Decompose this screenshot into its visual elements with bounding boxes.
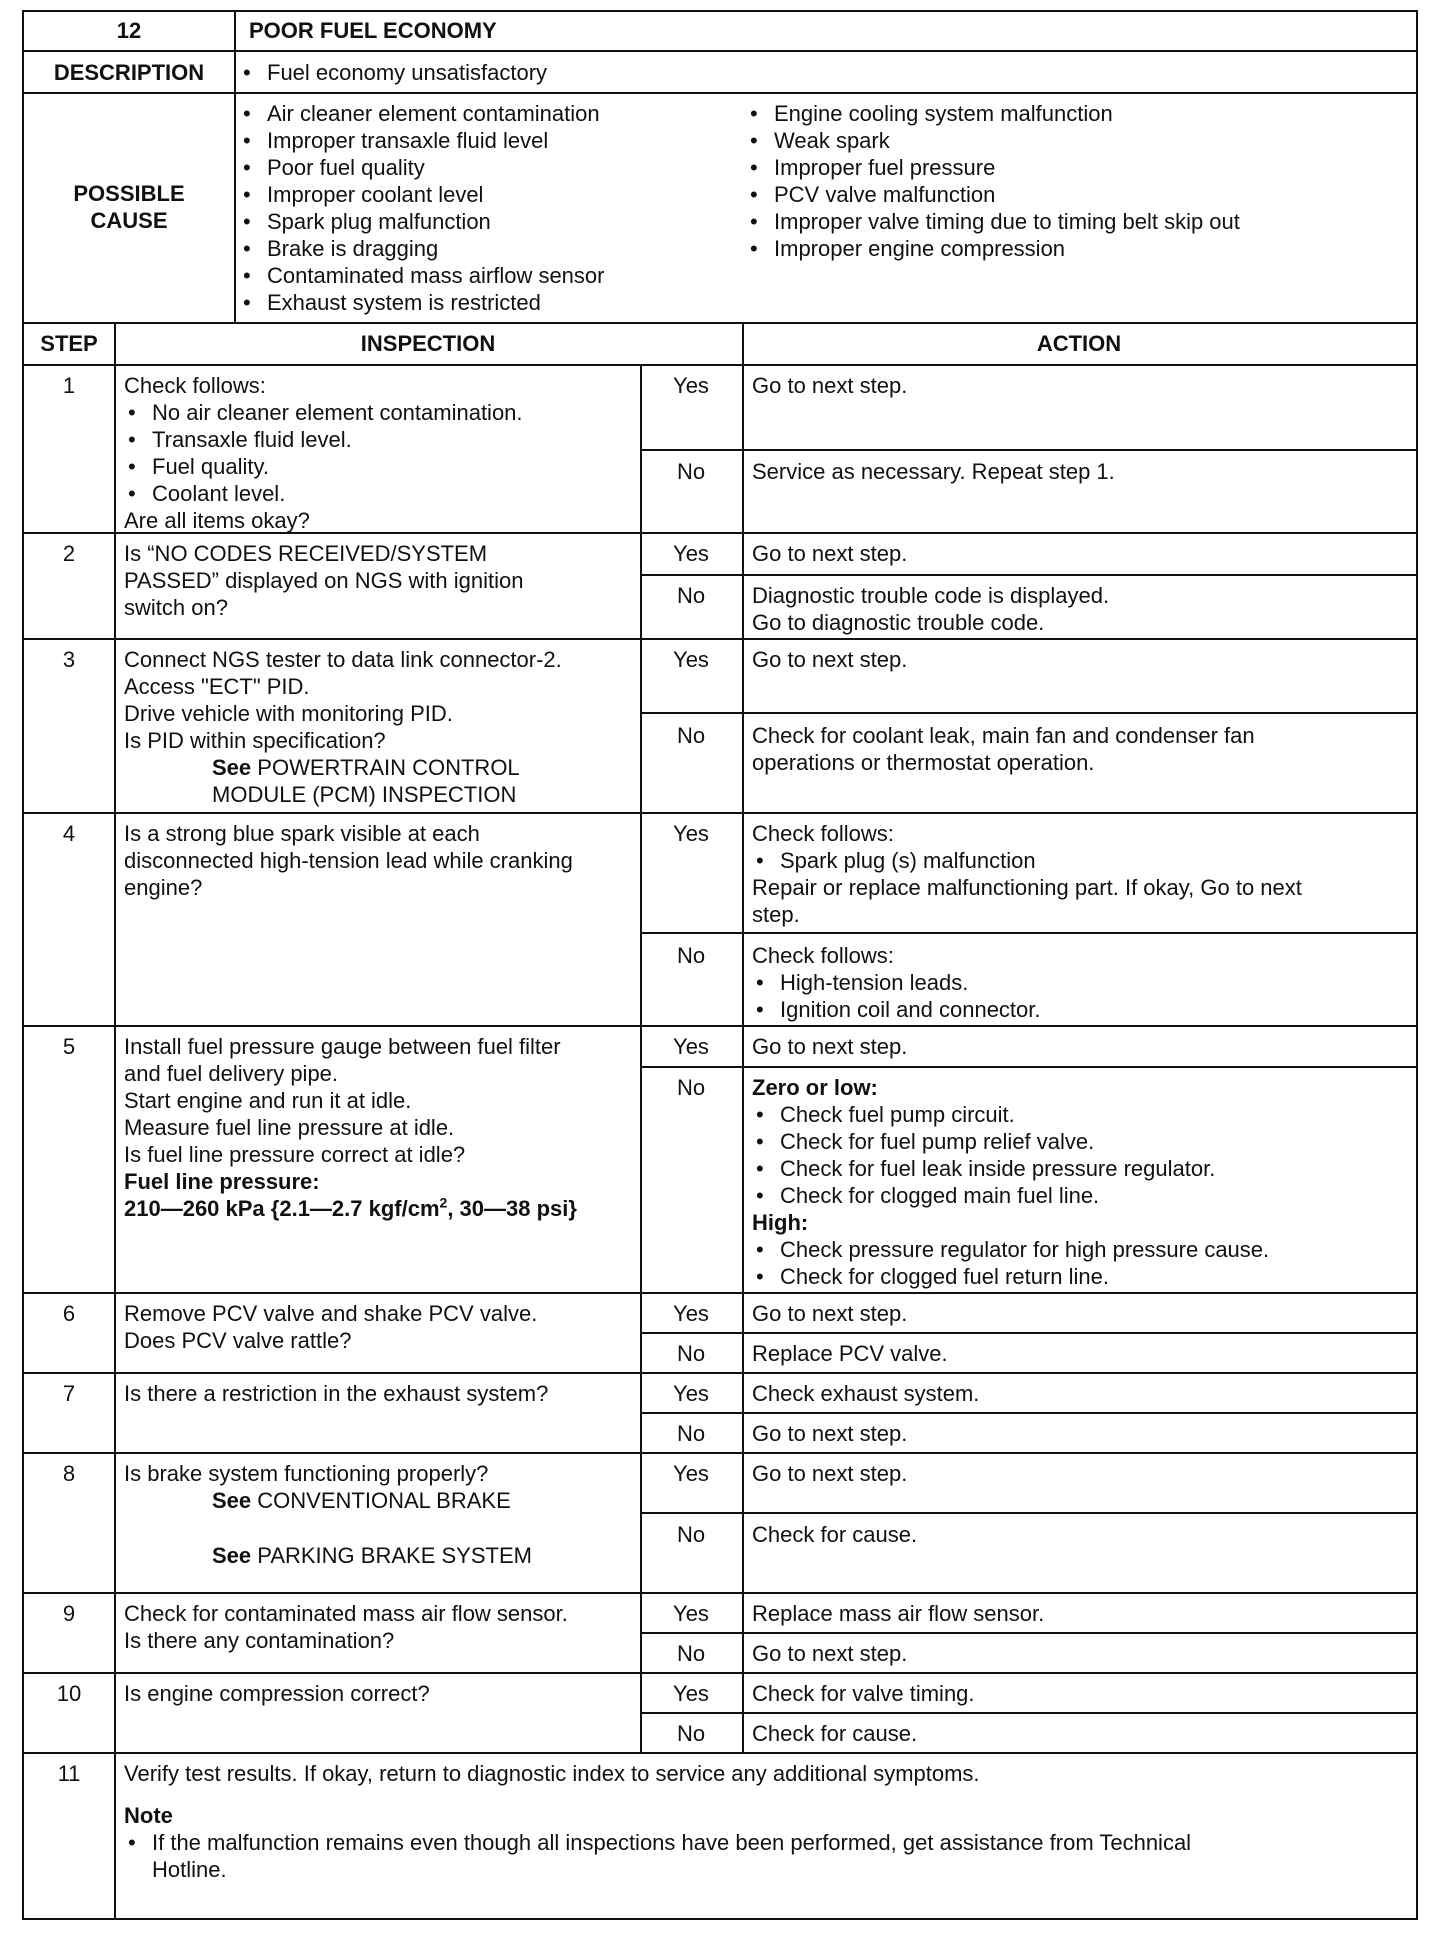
rule (24, 50, 1416, 52)
rule (24, 638, 1416, 640)
step-number: 11 (57, 1761, 81, 1786)
spec-value: 210—260 kPa {2.1—2.7 kgf/$cm^2$, 30—38 psi} (124, 1194, 577, 1221)
answer-yes: Yes (673, 1681, 709, 1706)
rule (24, 322, 1416, 324)
action-text: Check exhaust system. (752, 1381, 980, 1406)
list-item: • Check fuel pump circuit. (752, 1101, 1269, 1128)
rule (114, 322, 116, 1918)
answer-no: No (676, 1641, 706, 1666)
action-text: Check for valve timing. (752, 1681, 975, 1706)
answer-yes: Yes (673, 541, 709, 566)
list-item: • Coolant level. (124, 480, 523, 507)
note-list (124, 1829, 1191, 1883)
action-text: Zero or low: • Check fuel pump circuit. • Check for fuel pump relief valve. • Check for fuel leak inside pressure regulator. • Check for clogged main fuel line. High: • Check pressure regulator for high pressure cause. • Check for clogged fuel return line. (752, 1074, 1269, 1290)
answer-no: No (676, 1341, 706, 1366)
answer-yes: Yes (673, 647, 709, 672)
action-text: Check follows: • Spark plug (s) malfunction Repair or replace malfunctioning part. If okay, Go to next step. (752, 820, 1302, 928)
list-item: • High-tension leads. (752, 969, 1041, 996)
step-inspection: Check follows: • No air cleaner element contamination. • Transaxle fluid level. • Fuel quality. • Coolant level. Are all items okay? (124, 372, 523, 534)
action-text: Go to next step. (752, 1421, 908, 1446)
step-inspection: Is there a restriction in the exhaust system? (124, 1381, 549, 1406)
list-item: • Fuel quality. (124, 453, 523, 480)
action-text: Check for cause. (752, 1721, 918, 1746)
answer-yes: Yes (673, 821, 709, 846)
action-list (752, 969, 1041, 1023)
list-item: • Transaxle fluid level. (124, 426, 523, 453)
rule (24, 1672, 1416, 1674)
rule (640, 1332, 1416, 1334)
list-item: • Check pressure regulator for high pressure cause. (752, 1236, 1269, 1263)
description-list (239, 59, 547, 86)
rule (640, 574, 1416, 576)
see-reference: See PARKING BRAKE SYSTEM (212, 1543, 532, 1568)
list-item: • No air cleaner element contamination. (124, 399, 523, 426)
rule (24, 812, 1416, 814)
list-item: • Spark plug malfunction (239, 208, 604, 235)
answer-no: No (676, 943, 706, 968)
description-label: DESCRIPTION (53, 60, 205, 85)
answer-no: No (676, 1075, 706, 1100)
list-item: • Ignition coil and connector. (752, 996, 1041, 1023)
step-inspection: Is engine compression correct? (124, 1681, 430, 1706)
step-number: 3 (62, 647, 76, 672)
action-list (752, 1101, 1269, 1209)
step-inspection: Is a strong blue spark visible at each disconnected high-tension lead while cranking engine? (124, 821, 573, 900)
list-item: • Check for fuel pump relief valve. (752, 1128, 1269, 1155)
step-number: 4 (62, 821, 76, 846)
rule (24, 1452, 1416, 1454)
step-inspection: Connect NGS tester to data link connector-2. Access "ECT" PID. Drive vehicle with monitoring PID. Is PID within specification? See POWERTRAIN CONTROL MODULE (PCM) INSPECTION (124, 647, 562, 807)
rule (640, 712, 1416, 714)
rule (640, 1412, 1416, 1414)
section-title: POOR FUEL ECONOMY (249, 18, 497, 43)
action-text: Check follows: • High-tension leads. • Ignition coil and connector. (752, 942, 1041, 1023)
list-item: • Air cleaner element contamination (239, 100, 604, 127)
list-item: • Check for clogged main fuel line. (752, 1182, 1269, 1209)
list-item: • Improper valve timing due to timing belt skip out (746, 208, 1240, 235)
answer-no: No (676, 459, 706, 484)
answer-no: No (676, 583, 706, 608)
cause-list-right (746, 100, 1240, 262)
rule (742, 322, 744, 1752)
action-text: Replace mass air flow sensor. (752, 1601, 1045, 1626)
list-item: • Check for fuel leak inside pressure regulator. (752, 1155, 1269, 1182)
step-number: 6 (62, 1301, 76, 1326)
list-item: • Improper coolant level (239, 181, 604, 208)
note-label: Note (124, 1803, 173, 1828)
step-number: 7 (62, 1381, 76, 1406)
rule (24, 1752, 1416, 1754)
rule (640, 932, 1416, 934)
list-item: • Spark plug (s) malfunction (752, 847, 1302, 874)
rule (24, 1372, 1416, 1374)
list-item: • Brake is dragging (239, 235, 604, 262)
see-reference: See CONVENTIONAL BRAKE (212, 1488, 511, 1513)
column-header-action: ACTION (1036, 331, 1122, 356)
rule (640, 449, 1416, 451)
rule (640, 1632, 1416, 1634)
action-text: Go to next step. (752, 1034, 908, 1059)
list-item: • Improper engine compression (746, 235, 1240, 262)
section-number: 12 (116, 18, 142, 43)
step-number: 10 (56, 1681, 82, 1706)
step-inspection: Is brake system functioning properly? (124, 1461, 489, 1486)
rule (640, 1066, 1416, 1068)
answer-no: No (676, 1522, 706, 1547)
possible-cause-label: POSSIBLE CAUSE (73, 181, 185, 233)
answer-no: No (676, 1721, 706, 1746)
rule (640, 1512, 1416, 1514)
list-item: • Exhaust system is restricted (239, 289, 604, 316)
step-inspection: Verify test results. If okay, return to diagnostic index to service any additional symptoms. (124, 1761, 980, 1786)
action-text: Diagnostic trouble code is displayed. Go to diagnostic trouble code. (752, 583, 1110, 635)
list-item: • Improper fuel pressure (746, 154, 1240, 181)
list-item: • Poor fuel quality (239, 154, 604, 181)
list-item: • Improper transaxle fluid level (239, 127, 604, 154)
answer-yes: Yes (673, 1034, 709, 1059)
answer-yes: Yes (673, 1301, 709, 1326)
step-number: 1 (62, 373, 76, 398)
spec-label: Fuel line pressure: (124, 1169, 320, 1194)
answer-no: No (676, 723, 706, 748)
answer-yes: Yes (673, 373, 709, 398)
action-list (752, 847, 1302, 874)
see-reference: See POWERTRAIN CONTROL (212, 755, 520, 780)
action-text: Go to next step. (752, 1641, 908, 1666)
action-text: Service as necessary. Repeat step 1. (752, 459, 1115, 484)
list-item: • PCV valve malfunction (746, 181, 1240, 208)
answer-yes: Yes (673, 1601, 709, 1626)
troubleshooting-table (22, 10, 1418, 1920)
rule (24, 364, 1416, 366)
step-inspection: Remove PCV valve and shake PCV valve. Does PCV valve rattle? (124, 1301, 538, 1353)
action-text: Go to next step. (752, 1461, 908, 1486)
action-text: Go to next step. (752, 647, 908, 672)
list-item: • If the malfunction remains even though all inspections have been performed, get assistance from Technical Hotline. (124, 1829, 1191, 1883)
inspection-list (124, 399, 523, 507)
step-inspection: Is “NO CODES RECEIVED/SYSTEM PASSED” displayed on NGS with ignition switch on? (124, 541, 524, 620)
answer-yes: Yes (673, 1381, 709, 1406)
action-text: Replace PCV valve. (752, 1341, 948, 1366)
list-item: • Fuel economy unsatisfactory (239, 59, 547, 86)
step-number: 8 (62, 1461, 76, 1486)
action-text: Go to next step. (752, 1301, 908, 1326)
rule (640, 1712, 1416, 1714)
step-number: 2 (62, 541, 76, 566)
action-text: Check for coolant leak, main fan and condenser fan operations or thermostat operation. (752, 723, 1255, 775)
rule (24, 1592, 1416, 1594)
cause-list-left (239, 100, 604, 316)
action-text: Check for cause. (752, 1522, 918, 1547)
rule (24, 1292, 1416, 1294)
step-number: 5 (62, 1034, 76, 1059)
action-text: Go to next step. (752, 541, 908, 566)
list-item: • Engine cooling system malfunction (746, 100, 1240, 127)
rule (234, 12, 236, 322)
action-list (752, 1236, 1269, 1290)
step-inspection: Check for contaminated mass air flow sensor. Is there any contamination? (124, 1601, 568, 1653)
step-number: 9 (62, 1601, 76, 1626)
answer-no: No (676, 1421, 706, 1446)
rule (24, 1025, 1416, 1027)
list-item: • Check for clogged fuel return line. (752, 1263, 1269, 1290)
column-header-step: STEP (40, 331, 98, 356)
list-item: • Weak spark (746, 127, 1240, 154)
column-header-inspection: INSPECTION (360, 331, 496, 356)
list-item: • Contaminated mass airflow sensor (239, 262, 604, 289)
answer-yes: Yes (673, 1461, 709, 1486)
rule (24, 92, 1416, 94)
action-text: Go to next step. (752, 373, 908, 398)
step-inspection: Install fuel pressure gauge between fuel filter and fuel delivery pipe. Start engine and run it at idle. Measure fuel line pressure at idle. Is fuel line pressure correct at idle? Fuel line pressure: 210—260 kPa {2.1—2.7 kgf/$cm^2$, 30—38 psi} (124, 1034, 577, 1221)
